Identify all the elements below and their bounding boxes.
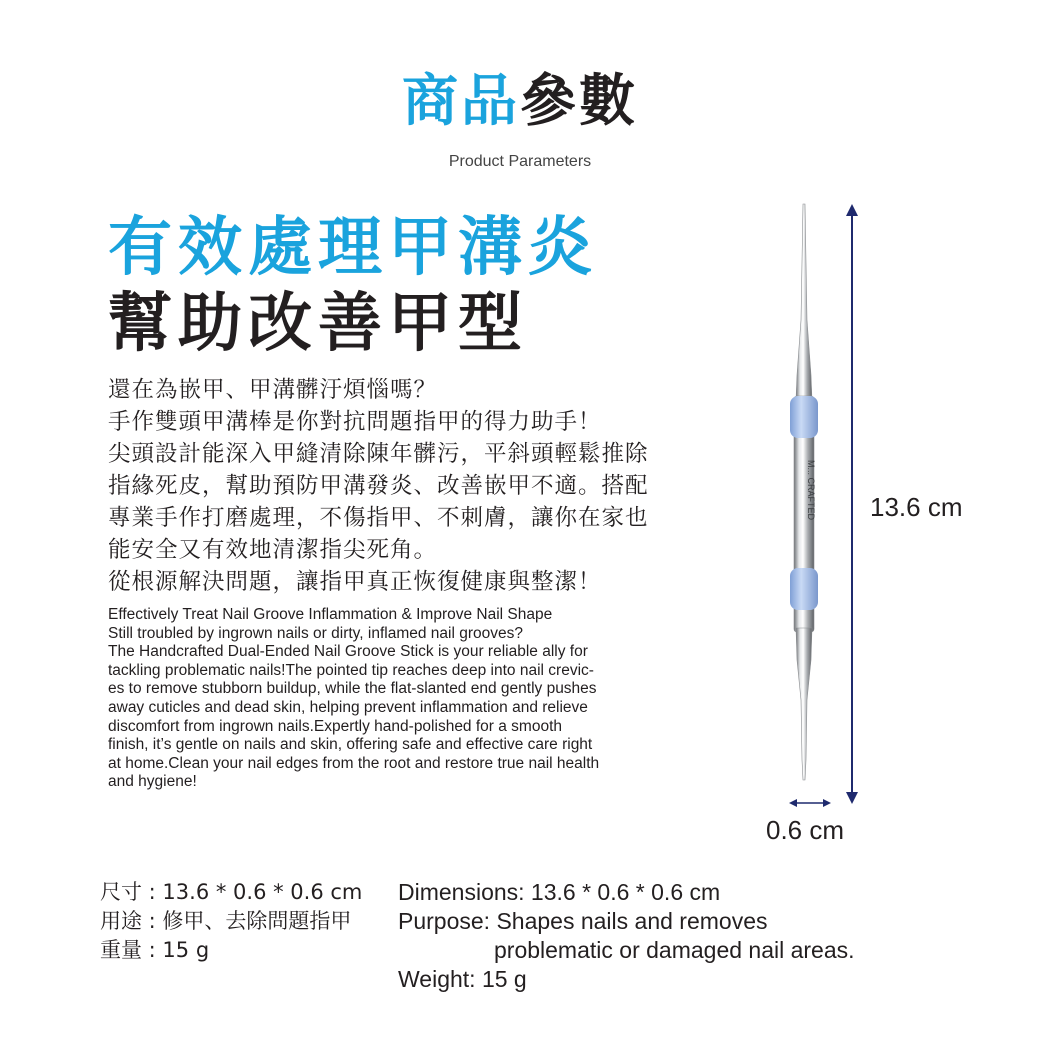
description-en-line: discomfort from ingrown nails.Expertly hand-polished for a smooth — [108, 717, 563, 735]
grip-bottom — [790, 568, 818, 610]
description-zh-line: 能安全又有效地清潔指尖死角。 — [108, 537, 438, 563]
headline-line-1: 有效處理甲溝炎 — [108, 211, 598, 285]
description-en-line: finish, it’s gentle on nails and skin, offering safe and effective care right — [108, 736, 593, 754]
page-title — [0, 69, 1040, 134]
description-zh-line: 指緣死皮，幫助預防甲溝發炎、改善嵌甲不適。搭配 — [108, 473, 649, 499]
spec-dimensions-en: Dimensions: 13.6 * 0.6 * 0.6 cm — [398, 879, 721, 905]
spec-purpose-zh: 用途 : 修甲、去除問題指甲 — [100, 909, 352, 933]
description-en-line: es to remove stubborn buildup, while the flat-slanted end gently pushes — [108, 680, 597, 698]
page-title-part1: 商品 — [402, 69, 520, 134]
width-arrow — [789, 796, 831, 810]
description-en-line: at home.Clean your nail edges from the root and restore true nail health — [108, 754, 600, 772]
spec-weight-en: Weight: 15 g — [398, 966, 527, 992]
headline-line-2: 幫助改善甲型 — [108, 287, 528, 361]
description-en-line: and hygiene! — [108, 773, 197, 791]
description-en-line: The Handcrafted Dual-Ended Nail Groove Stick is your reliable ally for — [108, 643, 588, 661]
specs-zh — [100, 878, 362, 965]
engraving-text: M... CRAFTED — [806, 460, 816, 520]
spec-purpose-en-cont: problematic or damaged nail areas. — [494, 937, 855, 963]
description-zh-line: 尖頭設計能深入甲縫清除陳年髒污，平斜頭輕鬆推除 — [108, 441, 649, 467]
grip-top — [790, 396, 818, 438]
spec-size-zh: 尺寸 : 13.6 * 0.6 * 0.6 cm — [100, 880, 363, 904]
description-zh — [108, 374, 728, 598]
width-label: 0.6 cm — [766, 815, 845, 845]
description-en-line: tackling problematic nails!The pointed tip reaches deep into nail crevic- — [108, 661, 594, 679]
description-en — [108, 606, 708, 792]
description-en-line: Still troubled by ingrown nails or dirty, inflamed nail grooves? — [108, 624, 523, 642]
description-zh-line: 專業手作打磨處理，不傷指甲、不刺膚，讓你在家也 — [108, 505, 649, 531]
length-label: 13.6 cm — [870, 492, 963, 522]
spec-purpose-en: Purpose: Shapes nails and removes — [398, 908, 768, 934]
description-zh-line: 從根源解決問題，讓指甲真正恢復健康與整潔！ — [108, 569, 602, 595]
spec-weight-zh: 重量 : 15 g — [100, 938, 210, 962]
description-zh-line: 手作雙頭甲溝棒是你對抗問題指甲的得力助手！ — [108, 409, 602, 435]
page-subtitle: Product Parameters — [448, 153, 592, 170]
description-zh-line: 還在為嵌甲、甲溝髒汙煩惱嗎？ — [108, 377, 438, 403]
length-arrow — [842, 204, 862, 804]
nail-stick-image — [770, 200, 850, 800]
description-en-line: Effectively Treat Nail Groove Inflammation & Improve Nail Shape — [108, 606, 553, 623]
page-title-part2: 參數 — [520, 69, 638, 134]
description-en-line: away cuticles and dead skin, helping prevent inflammation and relieve — [108, 698, 588, 716]
specs-en — [398, 878, 855, 994]
